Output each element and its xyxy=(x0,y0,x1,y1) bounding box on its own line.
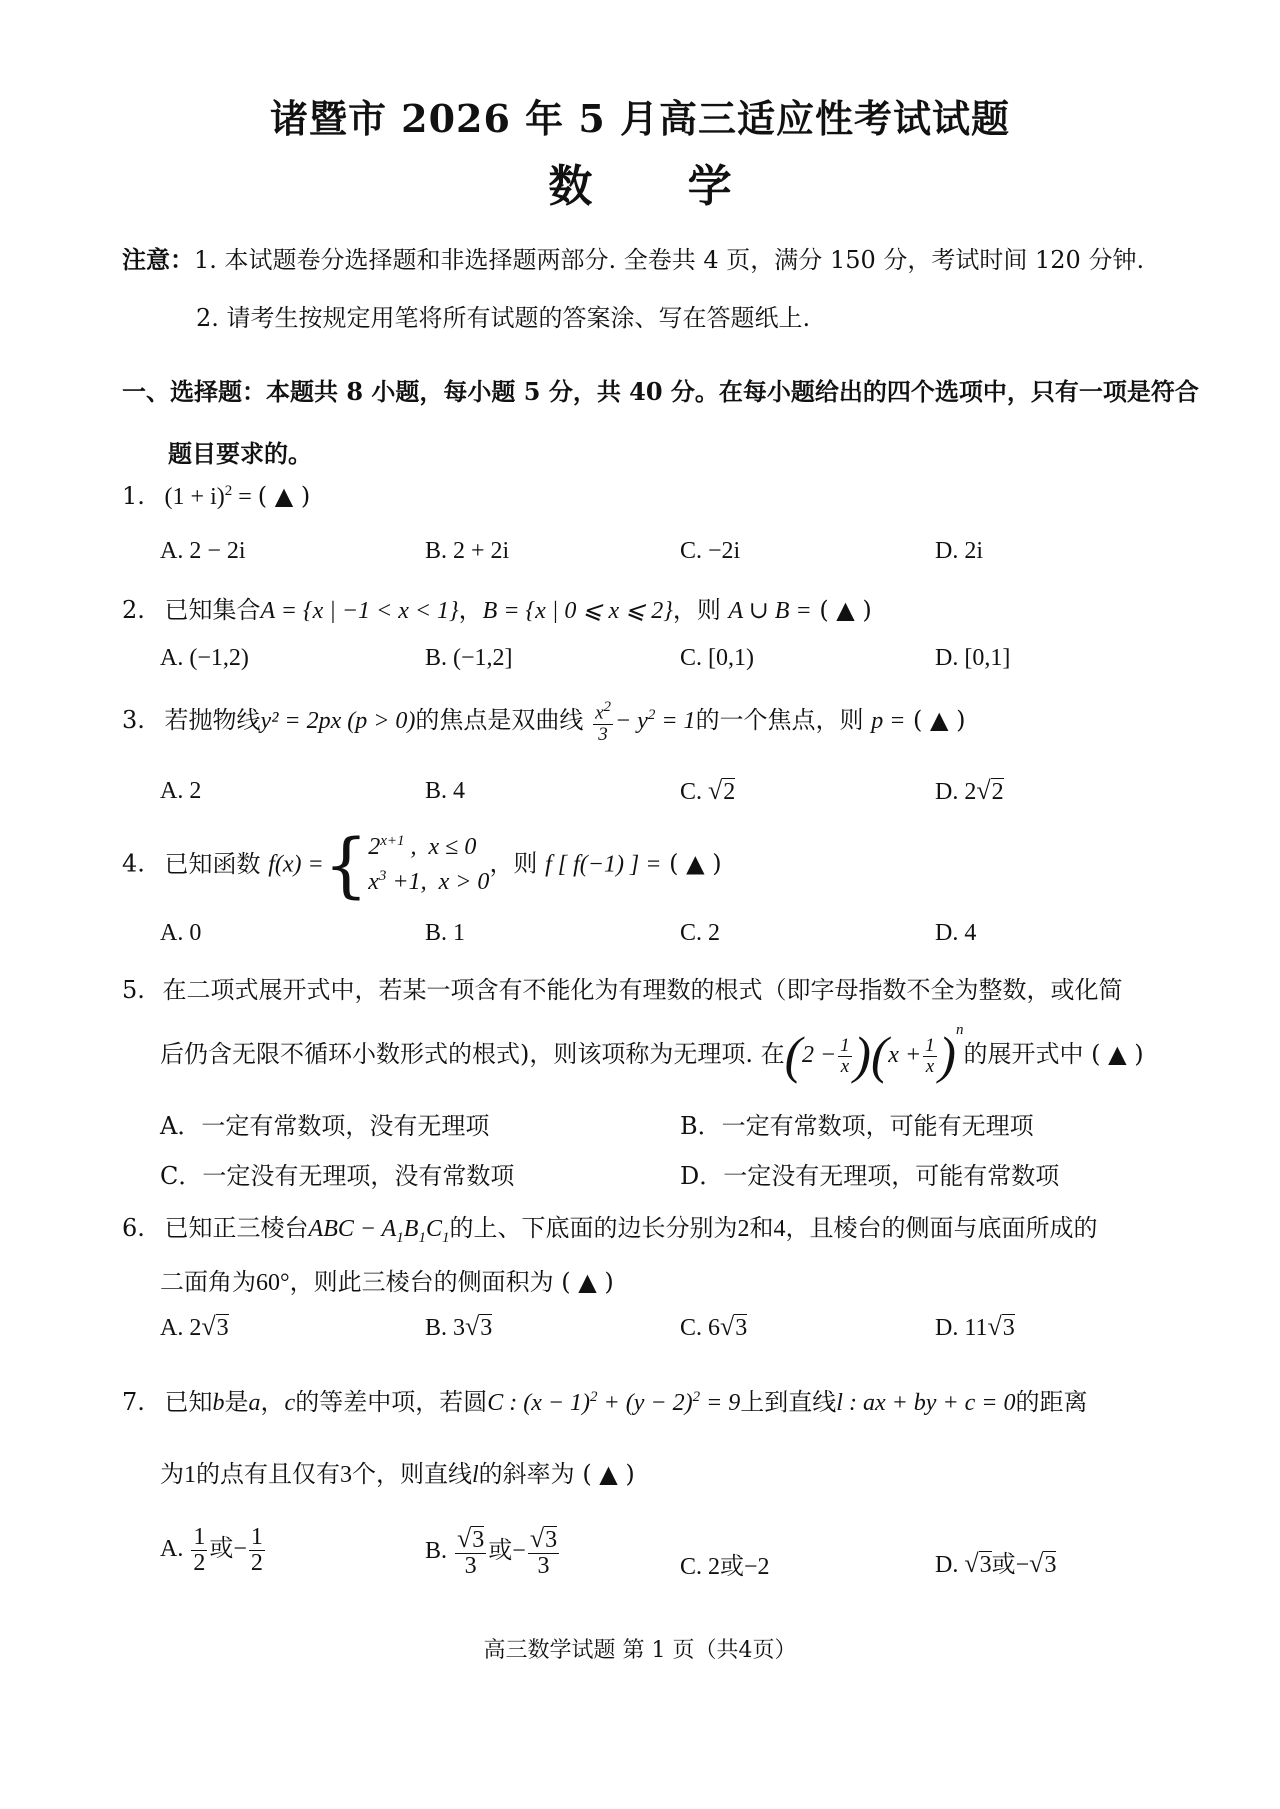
q5-option-c[interactable]: C．一定没有无理项，没有常数项 xyxy=(160,1162,515,1190)
q1-number: 1. xyxy=(122,482,145,510)
q2-union: A ∪ B = xyxy=(728,598,812,624)
exam-title: 诸暨市 2026 年 5 月高三适应性考试试题 xyxy=(269,96,1011,141)
section-heading-line-2: 题目要求的。 xyxy=(168,439,312,468)
q2-option-d[interactable]: D. [0,1] xyxy=(935,645,1011,671)
q2-option-c[interactable]: C. [0,1) xyxy=(680,645,754,671)
q2-option-a[interactable]: A. (−1,2) xyxy=(160,645,249,671)
q1-option-a[interactable]: A. 2 − 2i xyxy=(160,538,246,564)
q3-hyperbola: $\frac{x^2}{3}$ − $y^2 = 1$ xyxy=(595,699,696,745)
question-3-stem: 3. 若抛物线y² = 2px (p > 0)的焦点是双曲线 $\frac{x^2}{3}$ − $y^2 = 1$的一个焦点，则 p = ( ▲ ) xyxy=(122,699,966,745)
question-6-line-1: 6. 已知正三棱台ABC − $A_1B_1C_1$的上、下底面的边长分别为2和4，且棱台的侧面与底面所成的 xyxy=(122,1214,1098,1246)
q7-blank: ( ▲ ) xyxy=(582,1460,635,1488)
q5-option-a[interactable]: A．一定有常数项，没有无理项 xyxy=(160,1112,490,1140)
q2-set-b: B = {x | 0 ⩽ x ⩽ 2} xyxy=(482,598,673,624)
q4-option-d[interactable]: D. 4 xyxy=(935,920,977,946)
section-heading-line-1: 一、选择题：本题共 8 小题，每小题 5 分，共 40 分。在每小题给出的四个选项中，只有一项是符合 xyxy=(122,377,1199,406)
q6-option-d[interactable]: D. 11√3 xyxy=(935,1312,1015,1341)
q5-option-d[interactable]: D．一定没有无理项，可能有常数项 xyxy=(680,1162,1060,1190)
q7-option-c[interactable]: C. 2或−2 xyxy=(680,1554,770,1580)
q4-blank: ( ▲ ) xyxy=(669,849,722,878)
q3-option-b[interactable]: B. 4 xyxy=(425,778,466,804)
q3-blank: ( ▲ ) xyxy=(913,706,966,734)
q5-blank: ( ▲ ) xyxy=(1091,1040,1144,1068)
notice-line-1 xyxy=(122,240,1144,275)
q4-function: f(x) = xyxy=(268,851,324,878)
q4-option-a[interactable]: A. 0 xyxy=(160,920,202,946)
q6-option-b[interactable]: B. 3√3 xyxy=(425,1312,493,1341)
question-5-line-1: 5. 在二项式展开式中，若某一项含有不能化为有理数的根式（即字母指数不全为整数，或化简 xyxy=(122,976,1123,1004)
q1-option-d[interactable]: D. 2i xyxy=(935,538,983,564)
q1-option-c[interactable]: C. −2i xyxy=(680,538,741,564)
q6-blank: ( ▲ ) xyxy=(561,1268,614,1296)
question-1-stem: 1. $(1 + i)^2$ = ( ▲ ) xyxy=(122,482,311,510)
question-7-line-1: 7. 已知b是a，c的等差中项，若圆C : $(x - 1)^2 + (y - 2)^2 = 9$上到直线l : ax + by + c = 0的距离 xyxy=(122,1388,1088,1416)
question-5-line-2: 后仍含无限不循环小数形式的根式)，则该项称为无理项. 在(2 − $\frac{1}{x}$ )(x + $\frac{1}{x}$ )$^n$的展开式中 ( ▲ ) xyxy=(160,1022,1144,1085)
q4-option-b[interactable]: B. 1 xyxy=(425,920,466,946)
q2-option-b[interactable]: B. (−1,2] xyxy=(425,645,513,671)
q2-blank: ( ▲ ) xyxy=(819,596,872,624)
q5-number: 5. xyxy=(122,976,145,1004)
q6-number: 6. xyxy=(122,1214,145,1242)
q7-number: 7. xyxy=(122,1388,145,1416)
q7-option-a[interactable]: A. $\frac{1}{2}$ 或− $\frac{1}{2}$ xyxy=(160,1524,263,1577)
q1-option-b[interactable]: B. 2 + 2i xyxy=(425,538,510,564)
q7-option-d[interactable]: D. √3或−√3 xyxy=(935,1549,1057,1578)
q3-option-c[interactable]: C. √2 xyxy=(680,776,736,805)
q2-number: 2. xyxy=(122,596,145,624)
question-7-line-2: 为1的点有且仅有3个，则直线l的斜率为 ( ▲ ) xyxy=(160,1460,635,1488)
question-4-stem: 4. 已知函数 $f(x) =\{2^{x+1}$ , x ≤ 0 $x^3 +1$, x > 0，则 f [ f(−1) ] = ( ▲ ) xyxy=(122,824,722,906)
q5-expression: (2 − $\frac{1}{x}$ )(x + $\frac{1}{x}$ )$^n$ xyxy=(784,1022,964,1085)
notice-label: 注意： xyxy=(122,245,194,274)
q5-option-b[interactable]: B．一定有常数项，可能有无理项 xyxy=(680,1112,1034,1140)
q2-set-a: A = {x | −1 < x < 1} xyxy=(260,598,459,624)
q3-parabola: y² = 2px (p > 0) xyxy=(260,708,416,734)
question-6-line-2: 二面角为60°，则此三棱台的侧面积为 ( ▲ ) xyxy=(160,1268,614,1296)
q3-option-d[interactable]: D. 2√2 xyxy=(935,776,1004,805)
q1-blank: ( ▲ ) xyxy=(257,482,311,510)
question-2-stem: 2. 已知集合A = {x | −1 < x < 1}，B = {x | 0 ⩽ x ⩽ 2}，则 A ∪ B = ( ▲ ) xyxy=(122,596,872,624)
q3-number: 3. xyxy=(122,706,145,734)
subject-title: 数 学 xyxy=(548,161,772,212)
q3-option-a[interactable]: A. 2 xyxy=(160,778,202,804)
q7-option-b[interactable]: B. $\frac{√3}{3}$ 或− $\frac{√3}{3}$ xyxy=(425,1524,558,1580)
q6-option-c[interactable]: C. 6√3 xyxy=(680,1312,748,1341)
notice-line-2: 2. 请考生按规定用笔将所有试题的答案涂、写在答题纸上. xyxy=(196,304,811,332)
q6-option-a[interactable]: A. 2√3 xyxy=(160,1312,229,1341)
q4-number: 4. xyxy=(122,849,145,878)
notice-text-1: 1. 本试题卷分选择题和非选择题两部分. 全卷共 4 页，满分 150 分，考试时间 120 分钟. xyxy=(194,246,1145,274)
q4-option-c[interactable]: C. 2 xyxy=(680,920,721,946)
q2-stem-pre: 已知集合 xyxy=(164,596,261,624)
page-footer: 高三数学试题 第 1 页（共4页） xyxy=(483,1638,797,1663)
